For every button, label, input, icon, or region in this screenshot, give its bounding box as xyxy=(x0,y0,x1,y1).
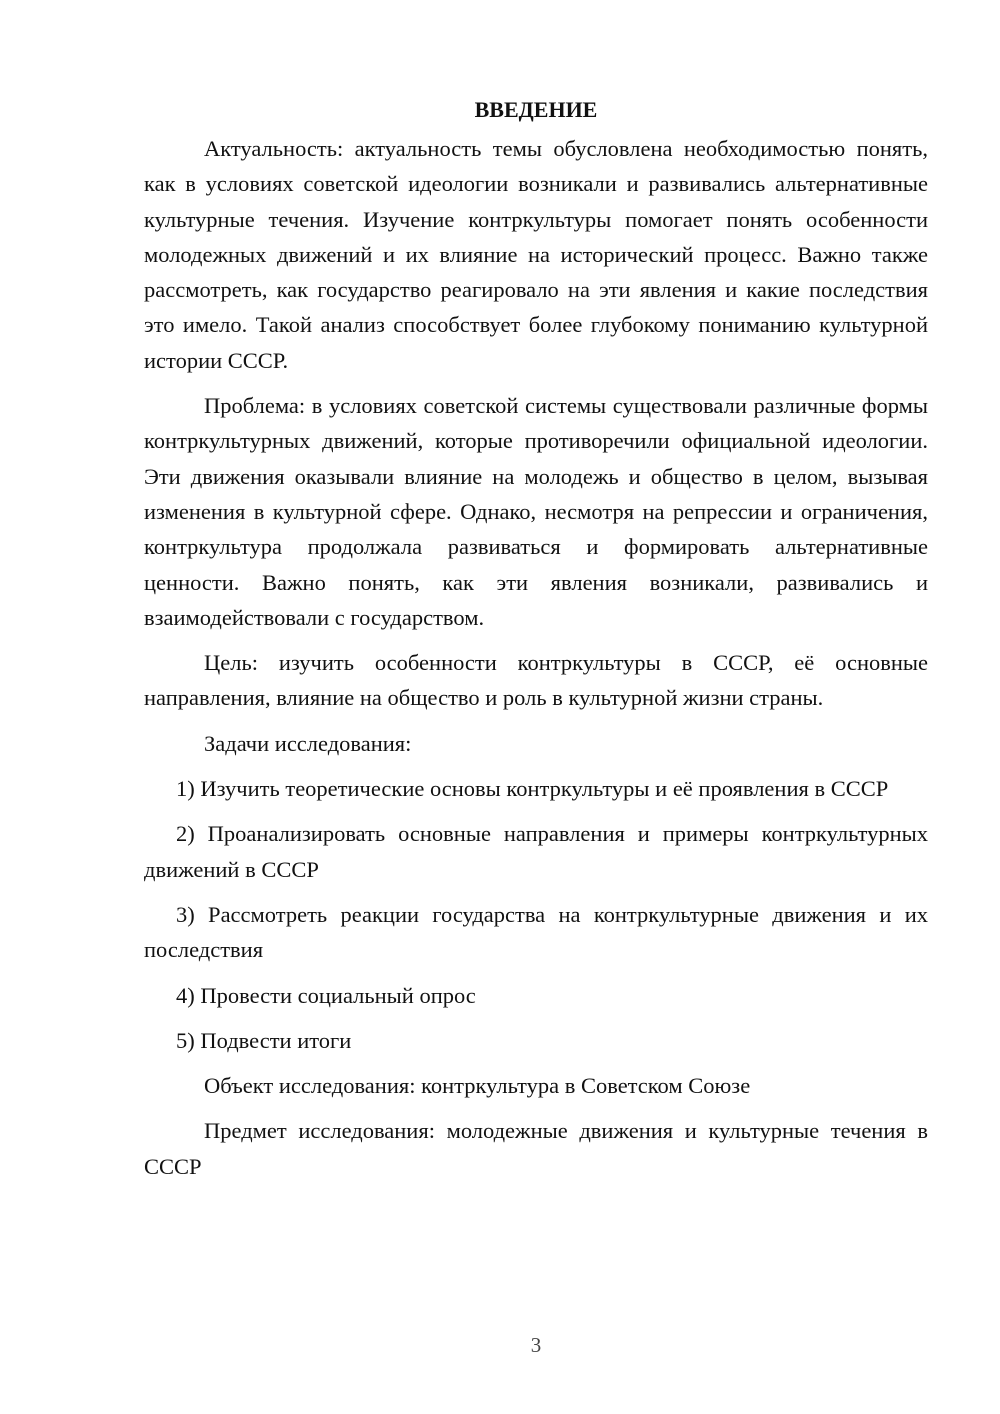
goal-paragraph: Цель: изучить особенности контркультуры в СССР, её основные направления, влияние на общество и роль в культурной жизни страны. xyxy=(144,650,928,711)
research-object: Объект исследования: контркультура в Советском Союзе xyxy=(204,1073,751,1099)
task-item: 5) Подвести итоги xyxy=(176,1027,352,1053)
task-item: 1) Изучить теоретические основы контркультуры и её проявления в СССР xyxy=(176,776,889,802)
page-number: 3 xyxy=(530,1333,542,1357)
problem-paragraph: Проблема: в условиях советской системы существовали различные формы контркультурных движений, которые противоречили официальной идеологии. Эти движения оказывали влияние на молодежь и общество в целом, вызывая изменения в культурной сфере. Однако, несмотря на репрессии и ограничения, контркультура продолжала развиваться и формировать альтернативные ценности. Важно понять, как эти явления возникали, развивались и взаимодействовали с государством. xyxy=(144,393,928,630)
page-content xyxy=(144,92,928,1194)
relevance-paragraph: Актуальность: актуальность темы обусловлена необходимостью понять, как в условиях советской идеологии возникали и развивались альтернативные культурные течения. Изучение контркультуры помогает понять особенности молодежных движений и их влияние на исторический процесс. Важно также рассмотреть, как государство реагировало на эти явления и какие последствия это имело. Такой анализ способствует более глубокому пониманию культурной истории СССР. xyxy=(144,136,928,373)
task-item: 4) Провести социальный опрос xyxy=(176,982,476,1008)
research-subject: Предмет исследования: молодежные движения и культурные течения в СССР xyxy=(144,1118,928,1179)
page-title: ВВЕДЕНИЕ xyxy=(474,97,598,122)
tasks-label: Задачи исследования: xyxy=(204,730,412,756)
task-item: 3) Рассмотреть реакции государства на контркультурные движения и их последствия xyxy=(144,901,928,963)
task-item: 2) Проанализировать основные направления и примеры контркультурных движений в СССР xyxy=(144,821,928,882)
